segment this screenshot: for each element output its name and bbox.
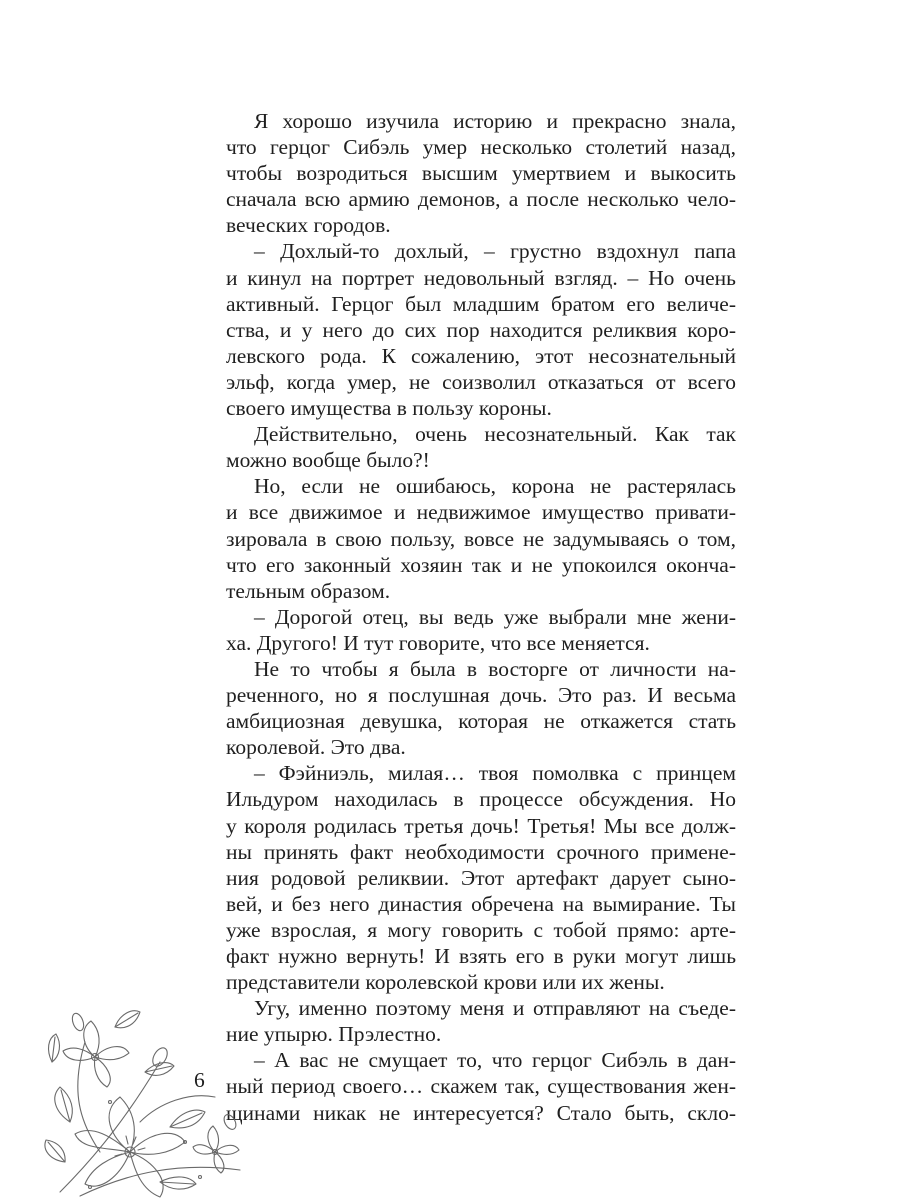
floral-corner-icon [40,1002,250,1200]
text-line: ния родовой реликвии. Этот артефакт дарует сыно- [226,865,736,890]
text-line: факт нужно вернуть! И взять его в руки могут лишь [226,944,736,968]
text-line: ние упырю. Прэлестно. [226,1022,442,1047]
text-line: королевой. Это два. [226,735,406,760]
page-number: 6 [194,1068,205,1092]
text-line: амбициозная девушка, которая не откажется стать [226,709,736,734]
text-line: что его законный хозяин так и не упокоился оконча- [226,552,736,577]
text-line: ны принять факт необходимости срочного примене- [226,839,736,864]
text-line: уже взрослая, я могу говорить с тобой прямо: арте- [226,917,736,942]
text-line: – Дохлый-то дохлый, – грустно вздохнул папа [254,239,736,264]
text-line: что герцог Сибэль умер несколько столетий назад, [226,135,736,160]
text-line: вей, и без него династия обречена на вымирание. Ты [226,891,736,916]
text-line: ный период своего… скажем так, существования жен- [226,1074,736,1099]
text-line: Не то чтобы я была в восторге от личности на- [254,656,736,681]
text-line: тельным образом. [226,578,391,603]
text-line: своего имущества в пользу короны. [226,396,552,421]
text-line: веческих городов. [226,213,391,238]
text-line: – Дорогой отец, вы ведь уже выбрали мне жени- [254,604,736,629]
text-line: Я хорошо изучила историю и прекрасно знала, [254,109,736,133]
text-line: у короля родилась третья дочь! Третья! Мы все долж- [226,813,736,838]
text-line: реченного, но я послушная дочь. Это раз. И весьма [226,683,736,708]
text-line: сначала всю армию демонов, а после несколько чело- [226,187,736,212]
text-line: можно вообще было?! [226,448,430,473]
text-line: щинами никак не интересуется? Стало быть, скло- [226,1100,736,1125]
text-line: эльф, когда умер, не соизволил отказаться от всего [226,369,736,394]
text-line: зировала в свою пользу, вовсе не задумываясь о том, [226,526,736,551]
text-line: Ильдуром находилась в процессе обсуждения. Но [226,787,736,812]
body-text [226,108,736,1126]
text-line: и кинул на портрет недовольный взгляд. – Но очень [226,265,736,290]
text-line: активный. Герцог был младшим братом его величе- [226,291,736,316]
text-line: Действительно, очень несознательный. Как так [254,422,736,447]
text-line: – Фэйниэль, милая… твоя помолвка с принцем [254,761,736,786]
text-line: ха. Другого! И тут говорите, что все меняется. [226,630,650,655]
text-line: чтобы возродиться высшим умертвием и выкосить [226,161,736,186]
text-line: левского рода. К сожалению, этот несознательный [226,343,736,368]
text-line: ства, и у него до сих пор находится реликвия коро- [226,317,736,342]
text-line: и все движимое и недвижимое имущество привати- [226,500,736,525]
text-line: представители королевской крови или их жены. [226,970,665,995]
text-line: – А вас не смущает то, что герцог Сибэль в дан- [254,1048,736,1073]
text-line: Но, если не ошибаюсь, корона не растерялась [254,474,736,499]
text-line: Угу, именно поэтому меня и отправляют на съеде- [254,996,736,1021]
